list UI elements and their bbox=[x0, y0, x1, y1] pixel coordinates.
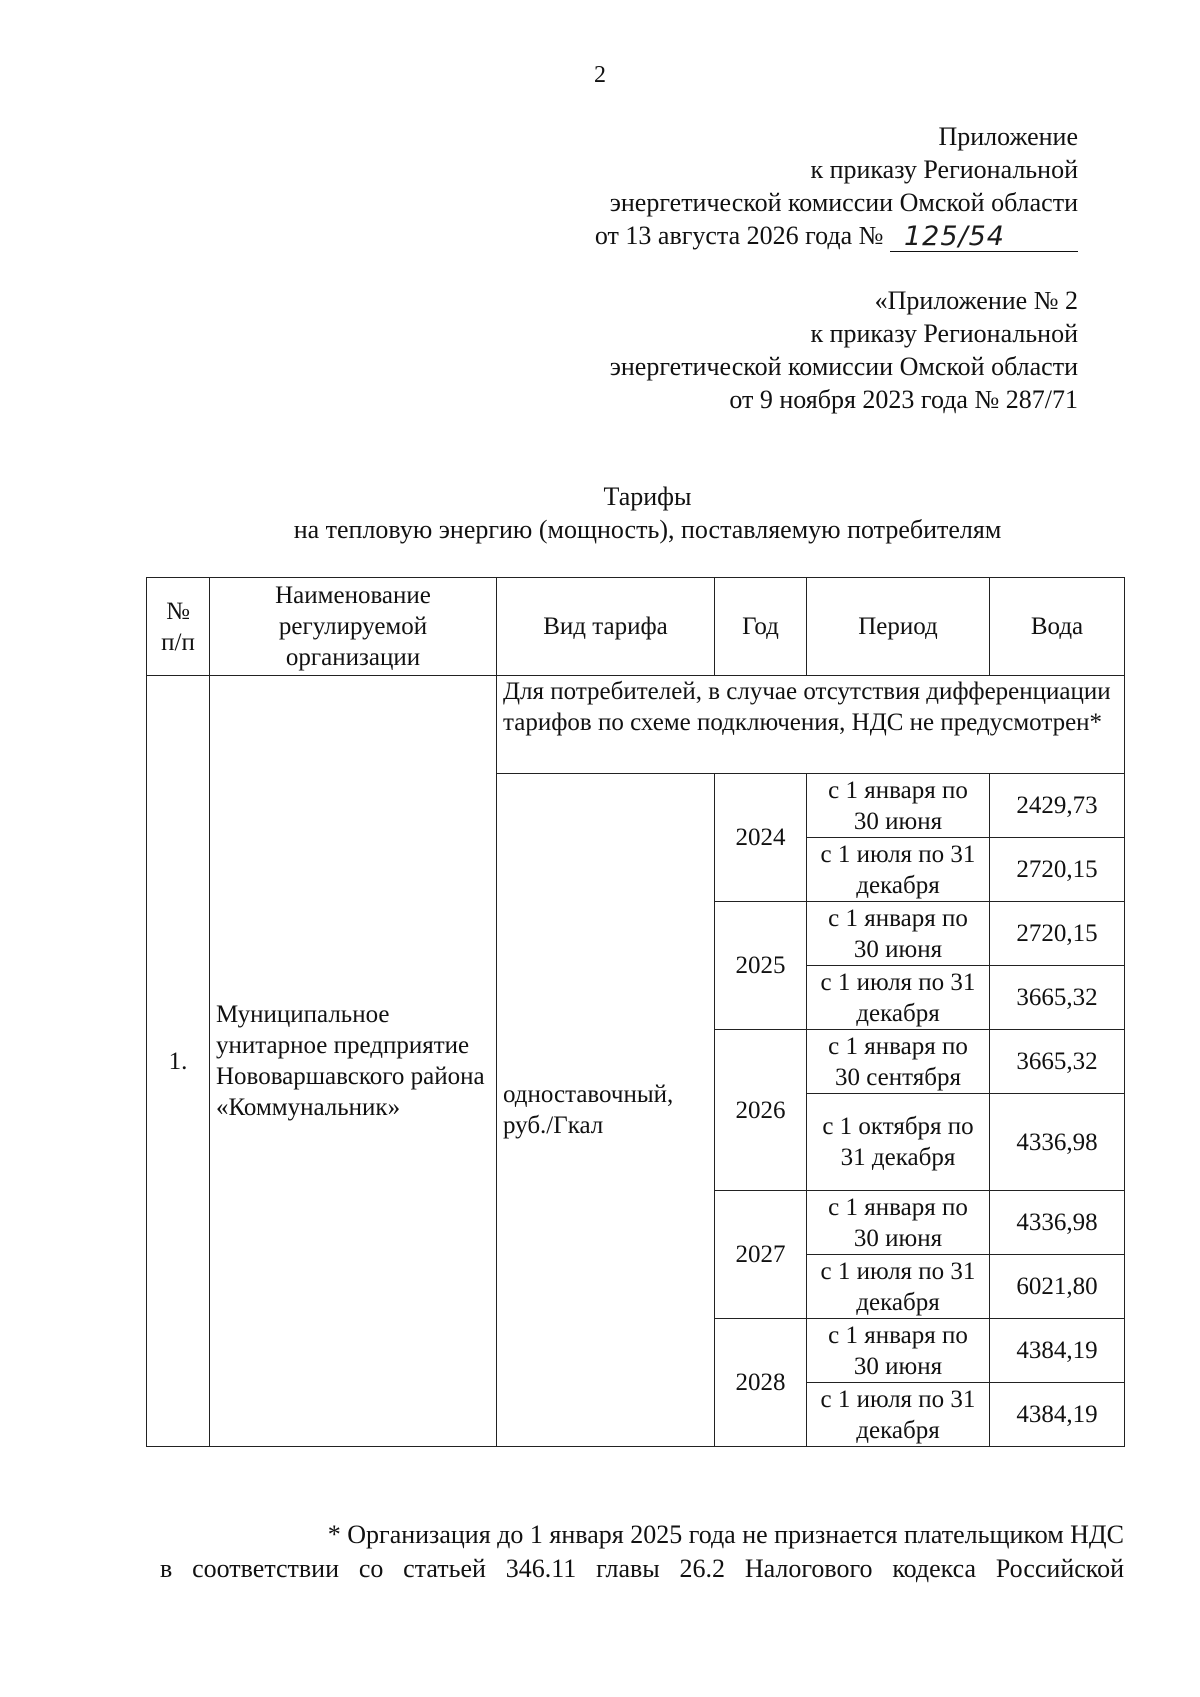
appendix-current-line4 bbox=[595, 219, 1078, 252]
value-cell: 3665,32 bbox=[990, 966, 1125, 1030]
period-cell: с 1 октября по 31 декабря bbox=[807, 1094, 990, 1191]
appendix-previous-block bbox=[610, 284, 1078, 416]
period-cell: с 1 января по 30 сентября bbox=[807, 1030, 990, 1094]
appendix-current-date: от 13 августа 2026 года № bbox=[594, 221, 884, 250]
appendix-previous-line4: от 9 ноября 2023 года № 287/71 bbox=[729, 385, 1078, 414]
tariffs-table bbox=[146, 577, 1125, 1447]
period-cell: с 1 июля по 31 декабря bbox=[807, 838, 990, 902]
year-cell: 2028 bbox=[715, 1319, 807, 1447]
value-cell: 6021,80 bbox=[990, 1255, 1125, 1319]
year-cell: 2025 bbox=[715, 902, 807, 1030]
value-cell: 3665,32 bbox=[990, 1030, 1125, 1094]
document-title bbox=[0, 480, 1200, 546]
period-cell: с 1 января по 30 июня bbox=[807, 902, 990, 966]
table-row bbox=[147, 676, 1125, 774]
appendix-previous-line1: «Приложение № 2 bbox=[874, 286, 1078, 315]
value-cell: 4336,98 bbox=[990, 1094, 1125, 1191]
period-cell: с 1 января по 30 июня bbox=[807, 1191, 990, 1255]
title-line1: Тарифы bbox=[603, 482, 692, 511]
value-cell: 2720,15 bbox=[990, 838, 1125, 902]
header-num: № п/п bbox=[147, 578, 210, 676]
footnote-line2: в соответствии со статьей 346.11 главы 26.2 Налогового кодекса Российской bbox=[160, 1554, 1124, 1583]
year-cell: 2026 bbox=[715, 1030, 807, 1191]
page-number: 2 bbox=[594, 62, 606, 88]
value-cell: 4336,98 bbox=[990, 1191, 1125, 1255]
title-line2: на тепловую энергию (мощность), поставляемую потребителям bbox=[293, 515, 1002, 544]
appendix-previous-line3: энергетической комиссии Омской области bbox=[609, 352, 1078, 381]
header-type: Вид тарифа bbox=[497, 578, 715, 676]
period-cell: с 1 января по 30 июня bbox=[807, 1319, 990, 1383]
handwritten-order-number: 125/54 bbox=[890, 222, 1078, 252]
organization-name: Муниципальное унитарное предприятие Нововаршавского района «Коммунальник» bbox=[210, 676, 497, 1447]
consumer-note: Для потребителей, в случае отсутствия дифференциации тарифов по схеме подключения, НДС не предусмотрен* bbox=[497, 676, 1125, 774]
appendix-current-line1: Приложение bbox=[938, 122, 1078, 151]
value-cell: 4384,19 bbox=[990, 1383, 1125, 1447]
appendix-previous-line2: к приказу Региональной bbox=[810, 319, 1078, 348]
appendix-current-line3: энергетической комиссии Омской области bbox=[609, 188, 1078, 217]
row-number: 1. bbox=[147, 676, 210, 1447]
appendix-current-line2: к приказу Региональной bbox=[810, 155, 1078, 184]
table-header-row bbox=[147, 578, 1125, 676]
header-year: Год bbox=[715, 578, 807, 676]
value-cell: 4384,19 bbox=[990, 1319, 1125, 1383]
value-cell: 2429,73 bbox=[990, 774, 1125, 838]
year-cell: 2027 bbox=[715, 1191, 807, 1319]
period-cell: с 1 июля по 31 декабря bbox=[807, 1383, 990, 1447]
appendix-current-block bbox=[595, 120, 1078, 252]
header-water: Вода bbox=[990, 578, 1125, 676]
value-cell: 2720,15 bbox=[990, 902, 1125, 966]
tariff-type: одноставочный, руб./Гкал bbox=[497, 774, 715, 1447]
period-cell: с 1 января по 30 июня bbox=[807, 774, 990, 838]
footnote bbox=[160, 1518, 1124, 1586]
header-org: Наименование регулируемой организации bbox=[210, 578, 497, 676]
period-cell: с 1 июля по 31 декабря bbox=[807, 966, 990, 1030]
footnote-line1: * Организация до 1 января 2025 года не признается плательщиком НДС bbox=[327, 1520, 1124, 1549]
year-cell: 2024 bbox=[715, 774, 807, 902]
period-cell: с 1 июля по 31 декабря bbox=[807, 1255, 990, 1319]
header-period: Период bbox=[807, 578, 990, 676]
